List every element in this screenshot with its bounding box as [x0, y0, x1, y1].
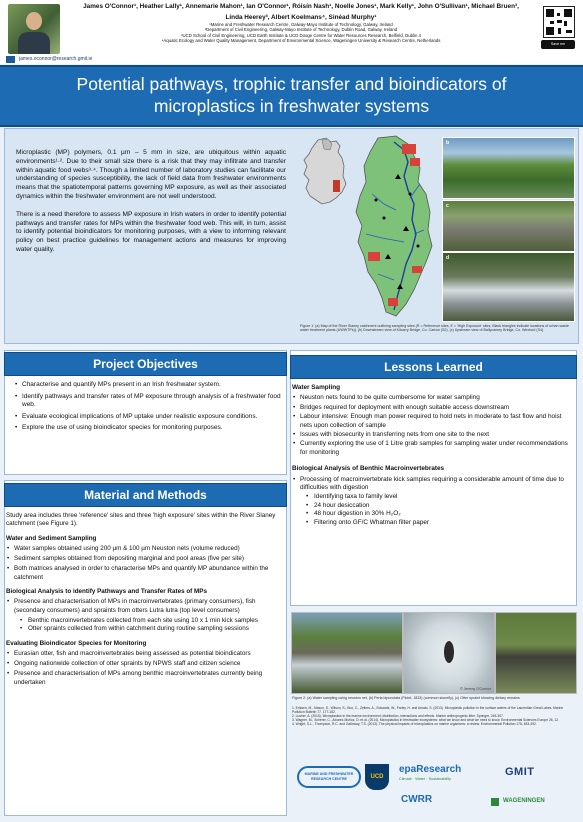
bioindicator-heading: Evaluating Bioindicator Species for Monitoring	[6, 639, 147, 647]
poster-title	[20, 73, 563, 117]
list-item: • Currently exploring the use of 1 Litre grab samples for sampling water under recommendations for monitoring	[292, 440, 574, 457]
sub-list-item: • Benthic macroinvertebrates collected from each site using 10 x 1 min kick samples	[6, 617, 286, 625]
photo-label: c	[446, 203, 449, 209]
authors-line2: Linda Heerey³, Albert Koelmans⁴, Sinéad Murphy¹	[225, 14, 377, 21]
epa-research-logo: epaResearch	[399, 764, 462, 775]
author-photo	[8, 4, 60, 54]
list-item: • Identify pathways and transfer rates of MP exposure through analysis of a freshwater food web.	[14, 393, 284, 410]
affiliation: ¹Marine and Freshwater Research Centre, Galway-Mayo Institute of Technology, Galway, Ireland	[209, 22, 393, 27]
lessons-body	[292, 384, 574, 527]
email-icon	[6, 56, 15, 63]
email-link[interactable]: james.oconnor@research.gmit.ie	[19, 56, 93, 62]
stonefly-icon	[444, 641, 454, 663]
reference: 3. Wagner, M., Scherer, C., Alvarez-Muñoz, D. et al. (2014). Microplastics in freshwater ecosystems: what we know and what we need to know. Environmental Sciences Europe 26, 12.	[292, 718, 560, 722]
list-item: • Sediment samples obtained from depositing marginal and pool areas (five per site)	[6, 555, 286, 563]
intro-paragraph: There is a need therefore to assess MP exposure in Irish waters in order to identify potential pathways and transfer rates for MPs within the freshwater food web. This will, in turn, assist to identify potential bioindicators for monitoring purposes, with a view to informing relevant policy on best practice guidelines for management actions and measures for improving water quality.	[16, 210, 286, 253]
ucd-logo: UCD	[365, 764, 389, 790]
list-item: • Ongoing nationwide collection of otter spraints by NPWS staff and citizen science	[6, 660, 286, 668]
sub-list-item: • Identifying taxa to family level	[292, 493, 574, 501]
partner-logos	[291, 760, 576, 816]
save-me-badge[interactable]: Save me	[541, 40, 575, 49]
objectives-list	[14, 381, 284, 436]
references	[292, 706, 574, 726]
site-photo-ballycarney	[442, 200, 575, 252]
wageningen-icon	[491, 798, 499, 806]
photo-stonefly	[403, 612, 495, 694]
sub-list-item: • 24 hour desiccation	[292, 502, 574, 510]
list-item: • Evaluate ecological implications of MP uptake under realistic exposure conditions.	[14, 413, 284, 422]
list-item: • Labour intensive: Enough man power required to hold nets in moderate to fast flow and hoist nets upon collection of sample	[292, 413, 574, 430]
water-sampling-heading: Water and Sediment Sampling	[6, 534, 97, 542]
sub-list-item: • 48 hour digestion in 30% H₂O₂	[292, 510, 574, 518]
slaney-catchment-map	[348, 134, 440, 320]
affiliation: ⁴Aquatic Ecology and Water Quality Management, Department of Environmental Science, Wageningen University & Research Centre, Netherlands	[161, 38, 441, 44]
sub-list-item: • Filtering onto GF/C Whatman filter paper	[292, 519, 574, 527]
methods-intro: Study area includes three 'reference' sites and three 'high exposure' sites within the River Slaney catchment (see Figure 1).	[6, 512, 276, 528]
list-item: • Eurasian otter, fish and macroinvertebrates being assessed as potential bioindicators	[6, 650, 286, 658]
list-item: • Explore the use of using bioindicator species for monitoring purposes.	[14, 424, 284, 433]
lessons-heading: Lessons Learned	[290, 355, 577, 379]
title-line: microplastics in freshwater systems	[153, 96, 430, 116]
photo-neuston-net-sampling	[291, 612, 403, 694]
site-photo-kilcarry	[442, 137, 575, 199]
affiliations	[68, 22, 534, 44]
list-item: • Both matrices analysed in order to characterise MPs and quantify MP abundance within the catchment	[6, 565, 286, 582]
list-item: • Presence and characterisation of MPs in macroinvertebrates (primary consumers), fish (secondary consumers) and spraints from otters Lutra lutra (top level consumers)	[6, 598, 286, 615]
list-item: • Neuston nets found to be quite cumbersome for water sampling	[292, 394, 574, 402]
intro-paragraph: Microplastic (MP) polymers, 0.1 µm – 5 mm in size, are ubiquitous within aquatic environments¹·². Due to their small size there is a risk that they may infiltrate and transfer within aquatic food webs³·⁴. Though a limited number of laboratory studies can facilitate our understanding of species susceptibility, the lack of field data from freshwater environments means that the spatiotemporal patterns governing MP exposure, as well as their associated dynamics within the freshwater environment are not well understood.	[16, 149, 286, 200]
photo-credit: © Jeremy O'Connor	[460, 687, 491, 691]
lessons-bio-heading: Biological Analysis of Benthic Macroinvertebrates	[292, 465, 445, 473]
title-line: Potential pathways, trophic transfer and bioindicators of	[76, 74, 507, 94]
affiliation: ³UCD School of Civil Engineering, UCD Earth Institute & UCD Dooge Centre for Water Resources Research, Belfield, Dublin 4	[181, 32, 421, 38]
list-item: • Issues with biosecurity in transferring nets from one site to the next	[292, 431, 574, 439]
list-item: • Processing of macroinvertebrate kick samples requiring a considerable amount of time due to difficulties with digestion	[292, 476, 574, 493]
sub-list-item: • Otter spraints collected from within catchment during routine sampling sessions	[6, 625, 286, 633]
methods-body	[6, 512, 286, 689]
figure1-caption: Figure 1: (a) Map of the River Slaney catchment outlining sampling sites (R = Reference sites, E = 'High Exposure' sites, Black triangles indicate locations of urban waste water treatment plants (UWWTPs)), (b) Downstream view of Kilcarry Bridge, Co. Carlow (S2), (c) Upstream view of Ballycarney Bridge, Co. Wexford (S4).	[300, 324, 569, 333]
reference: 2. Lusher, A. (2015). Microplastics in the marine environment: distribution, interactions and effects. Marine anthropogenic litter. Springer, 245-307.	[292, 714, 504, 718]
bio-analysis-heading: Biological Analysis to identify Pathways and Transfer Rates of MPs	[6, 588, 207, 596]
lessons-water-heading: Water Sampling	[292, 384, 341, 391]
wageningen-logo: WAGENINGEN	[503, 798, 545, 804]
reference: 1. Eriksen, M., Mason, S., Wilson, S., Box, C., Zellers, A., Edwards, W., Farley, H. and Amato, S. (2013). Microplastic pollution in the surface waters of the Laurentian Great Lakes. Marine Pollution Bulletin 77, 177-182.	[292, 706, 564, 714]
introduction-text	[16, 149, 286, 264]
photo-otter-spraint	[495, 612, 577, 694]
photo-label: d	[446, 255, 450, 261]
photo-label: b	[446, 140, 450, 146]
epa-tagline: Climate · Water · Sustainability	[399, 777, 451, 781]
authors-line1: James O'Connor¹, Heather Lally¹, Annemarie Mahon¹, Ian O'Connor¹, Róisín Nash¹, Noelle Jones¹, Mark Kelly¹, John O'Sullivan¹, Michael Bruen³,	[83, 3, 519, 10]
affiliation: ²Department of Civil Engineering, Galway-Mayo Institute of Technology, Dublin Road, Galway, Ireland	[204, 27, 398, 33]
list-item: • Characterise and quantify MPs present in an Irish freshwater system.	[14, 381, 284, 390]
site-photo-rapids	[442, 252, 575, 322]
list-item: • Presence and characterisation of MPs among benthic macroinvertebrates currently being undertaken	[6, 670, 286, 687]
methods-heading: Material and Methods	[4, 483, 287, 507]
list-item: • Water samples obtained using 200 µm & 100 µm Neuston nets (volume reduced)	[6, 545, 286, 553]
objectives-heading: Project Objectives	[4, 352, 287, 376]
reference: 4. Wright, S.L., Thompson, R.C. and Galloway, T.S. (2013). The physical impacts of microplastics on marine organisms: a review. Environmental Pollution 178, 483-492.	[292, 722, 537, 726]
list-item: • Bridges required for deployment with enough suitable access downstream	[292, 404, 574, 412]
gmit-logo: GMIT	[505, 766, 535, 778]
mfrc-logo: MARINE AND FRESHWATER RESEARCH CENTRE	[297, 766, 361, 788]
qr-code-icon[interactable]	[543, 6, 575, 38]
ireland-map	[300, 136, 350, 211]
cwrr-logo: CWRR	[401, 794, 433, 805]
figure2-caption: Figure 2: (a) Water sampling using neuston net, (b) Perla bipunctata (Pictet, 1833) (common stonefly), (c) Otter spraint showing dietary remains	[292, 696, 520, 700]
